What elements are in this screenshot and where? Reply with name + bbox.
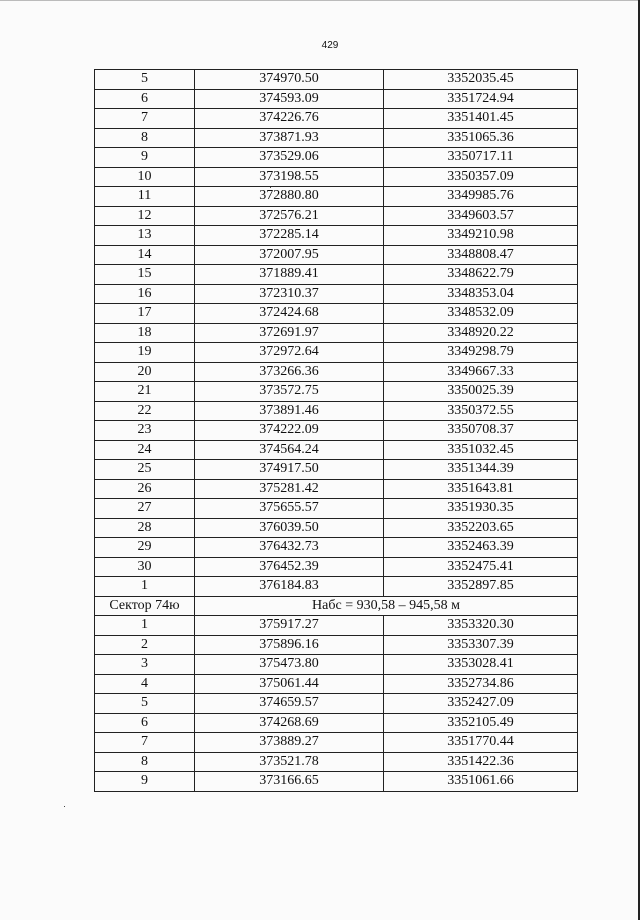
coordinates-rows-before	[95, 70, 578, 597]
point-number-cell: 12	[95, 206, 195, 226]
coordinates-table	[94, 69, 578, 792]
x-coordinate-cell: 374222.09	[195, 421, 384, 441]
table-row	[95, 128, 578, 148]
page-top-edge	[0, 0, 640, 1]
point-number-cell: 5	[95, 694, 195, 714]
point-number-cell: 20	[95, 362, 195, 382]
x-coordinate-cell: 374564.24	[195, 440, 384, 460]
table-row	[95, 479, 578, 499]
point-number-cell: 9	[95, 772, 195, 792]
table-row	[95, 655, 578, 675]
y-coordinate-cell: 3351065.36	[384, 128, 578, 148]
y-coordinate-cell: 3353307.39	[384, 635, 578, 655]
table-row	[95, 752, 578, 772]
table-row	[95, 89, 578, 109]
table-row	[95, 401, 578, 421]
point-number-cell: 15	[95, 265, 195, 285]
point-number-cell: 16	[95, 284, 195, 304]
table-row	[95, 440, 578, 460]
x-coordinate-cell: 373521.78	[195, 752, 384, 772]
x-coordinate-cell: 373198.55	[195, 167, 384, 187]
y-coordinate-cell: 3352105.49	[384, 713, 578, 733]
table-row	[95, 382, 578, 402]
y-coordinate-cell: 3348353.04	[384, 284, 578, 304]
y-coordinate-cell: 3351724.94	[384, 89, 578, 109]
y-coordinate-cell: 3349985.76	[384, 187, 578, 207]
table-row	[95, 616, 578, 636]
y-coordinate-cell: 3353320.30	[384, 616, 578, 636]
point-number-cell: 5	[95, 70, 195, 90]
y-coordinate-cell: 3350717.11	[384, 148, 578, 168]
point-number-cell: 19	[95, 343, 195, 363]
x-coordinate-cell: 374970.50	[195, 70, 384, 90]
table-row	[95, 167, 578, 187]
x-coordinate-cell: 372424.68	[195, 304, 384, 324]
x-coordinate-cell: 376184.83	[195, 577, 384, 597]
point-number-cell: 11	[95, 187, 195, 207]
table-row	[95, 304, 578, 324]
x-coordinate-cell: 373891.46	[195, 401, 384, 421]
table-row	[95, 109, 578, 129]
table-row	[95, 70, 578, 90]
scan-speck	[64, 806, 65, 807]
sector-header	[95, 596, 578, 616]
point-number-cell: 3	[95, 655, 195, 675]
point-number-cell: 1	[95, 616, 195, 636]
y-coordinate-cell: 3352734.86	[384, 674, 578, 694]
x-coordinate-cell: 374659.57	[195, 694, 384, 714]
point-number-cell: 24	[95, 440, 195, 460]
x-coordinate-cell: 375473.80	[195, 655, 384, 675]
y-coordinate-cell: 3351422.36	[384, 752, 578, 772]
y-coordinate-cell: 3348808.47	[384, 245, 578, 265]
scan-speck	[270, 187, 271, 188]
y-coordinate-cell: 3351061.66	[384, 772, 578, 792]
point-number-cell: 6	[95, 713, 195, 733]
table-row	[95, 674, 578, 694]
y-coordinate-cell: 3350372.55	[384, 401, 578, 421]
y-coordinate-cell: 3349603.57	[384, 206, 578, 226]
y-coordinate-cell: 3349210.98	[384, 226, 578, 246]
point-number-cell: 10	[95, 167, 195, 187]
y-coordinate-cell: 3352203.65	[384, 518, 578, 538]
point-number-cell: 22	[95, 401, 195, 421]
point-number-cell: 28	[95, 518, 195, 538]
y-coordinate-cell: 3348622.79	[384, 265, 578, 285]
x-coordinate-cell: 376039.50	[195, 518, 384, 538]
x-coordinate-cell: 372972.64	[195, 343, 384, 363]
table-row	[95, 538, 578, 558]
x-coordinate-cell: 372880.80	[195, 187, 384, 207]
table-row	[95, 284, 578, 304]
y-coordinate-cell: 3352035.45	[384, 70, 578, 90]
page-number: 429	[321, 40, 339, 51]
point-number-cell: 25	[95, 460, 195, 480]
x-coordinate-cell: 374226.76	[195, 109, 384, 129]
x-coordinate-cell: 372310.37	[195, 284, 384, 304]
y-coordinate-cell: 3351643.81	[384, 479, 578, 499]
sector-height-range: Набс = 930,58 – 945,58 м	[195, 596, 578, 616]
x-coordinate-cell: 375281.42	[195, 479, 384, 499]
x-coordinate-cell: 371889.41	[195, 265, 384, 285]
y-coordinate-cell: 3348920.22	[384, 323, 578, 343]
x-coordinate-cell: 374917.50	[195, 460, 384, 480]
y-coordinate-cell: 3352475.41	[384, 557, 578, 577]
x-coordinate-cell: 375655.57	[195, 499, 384, 519]
x-coordinate-cell: 376452.39	[195, 557, 384, 577]
table-row	[95, 323, 578, 343]
point-number-cell: 17	[95, 304, 195, 324]
table-row	[95, 362, 578, 382]
point-number-cell: 9	[95, 148, 195, 168]
x-coordinate-cell: 373889.27	[195, 733, 384, 753]
y-coordinate-cell: 3352463.39	[384, 538, 578, 558]
sector-label: Сектор 74ю	[95, 596, 195, 616]
table-row	[95, 772, 578, 792]
x-coordinate-cell: 372007.95	[195, 245, 384, 265]
x-coordinate-cell: 375896.16	[195, 635, 384, 655]
sector-row	[95, 596, 578, 616]
x-coordinate-cell: 374268.69	[195, 713, 384, 733]
x-coordinate-cell: 373529.06	[195, 148, 384, 168]
point-number-cell: 1	[95, 577, 195, 597]
x-coordinate-cell: 372576.21	[195, 206, 384, 226]
table-row	[95, 265, 578, 285]
y-coordinate-cell: 3351032.45	[384, 440, 578, 460]
table-row	[95, 694, 578, 714]
y-coordinate-cell: 3348532.09	[384, 304, 578, 324]
point-number-cell: 29	[95, 538, 195, 558]
x-coordinate-cell: 372285.14	[195, 226, 384, 246]
x-coordinate-cell: 373572.75	[195, 382, 384, 402]
y-coordinate-cell: 3352427.09	[384, 694, 578, 714]
x-coordinate-cell: 374593.09	[195, 89, 384, 109]
y-coordinate-cell: 3351344.39	[384, 460, 578, 480]
point-number-cell: 13	[95, 226, 195, 246]
point-number-cell: 7	[95, 733, 195, 753]
x-coordinate-cell: 375061.44	[195, 674, 384, 694]
y-coordinate-cell: 3350708.37	[384, 421, 578, 441]
point-number-cell: 14	[95, 245, 195, 265]
table-row	[95, 187, 578, 207]
table-row	[95, 557, 578, 577]
point-number-cell: 6	[95, 89, 195, 109]
y-coordinate-cell: 3351930.35	[384, 499, 578, 519]
x-coordinate-cell: 372691.97	[195, 323, 384, 343]
table-row	[95, 518, 578, 538]
table-row	[95, 499, 578, 519]
y-coordinate-cell: 3351401.45	[384, 109, 578, 129]
x-coordinate-cell: 373871.93	[195, 128, 384, 148]
point-number-cell: 30	[95, 557, 195, 577]
table-row	[95, 733, 578, 753]
x-coordinate-cell: 373166.65	[195, 772, 384, 792]
y-coordinate-cell: 3352897.85	[384, 577, 578, 597]
y-coordinate-cell: 3349667.33	[384, 362, 578, 382]
x-coordinate-cell: 375917.27	[195, 616, 384, 636]
table-row	[95, 577, 578, 597]
table-row	[95, 635, 578, 655]
table-row	[95, 148, 578, 168]
table-row	[95, 226, 578, 246]
point-number-cell: 2	[95, 635, 195, 655]
table-row	[95, 245, 578, 265]
y-coordinate-cell: 3351770.44	[384, 733, 578, 753]
table-row	[95, 713, 578, 733]
table-row	[95, 343, 578, 363]
point-number-cell: 23	[95, 421, 195, 441]
y-coordinate-cell: 3350357.09	[384, 167, 578, 187]
y-coordinate-cell: 3349298.79	[384, 343, 578, 363]
point-number-cell: 27	[95, 499, 195, 519]
point-number-cell: 18	[95, 323, 195, 343]
point-number-cell: 8	[95, 128, 195, 148]
point-number-cell: 7	[95, 109, 195, 129]
table-row	[95, 460, 578, 480]
x-coordinate-cell: 376432.73	[195, 538, 384, 558]
point-number-cell: 4	[95, 674, 195, 694]
x-coordinate-cell: 373266.36	[195, 362, 384, 382]
point-number-cell: 26	[95, 479, 195, 499]
point-number-cell: 21	[95, 382, 195, 402]
point-number-cell: 8	[95, 752, 195, 772]
coordinates-rows-after	[95, 616, 578, 792]
y-coordinate-cell: 3353028.41	[384, 655, 578, 675]
table-row	[95, 206, 578, 226]
table-row	[95, 421, 578, 441]
y-coordinate-cell: 3350025.39	[384, 382, 578, 402]
